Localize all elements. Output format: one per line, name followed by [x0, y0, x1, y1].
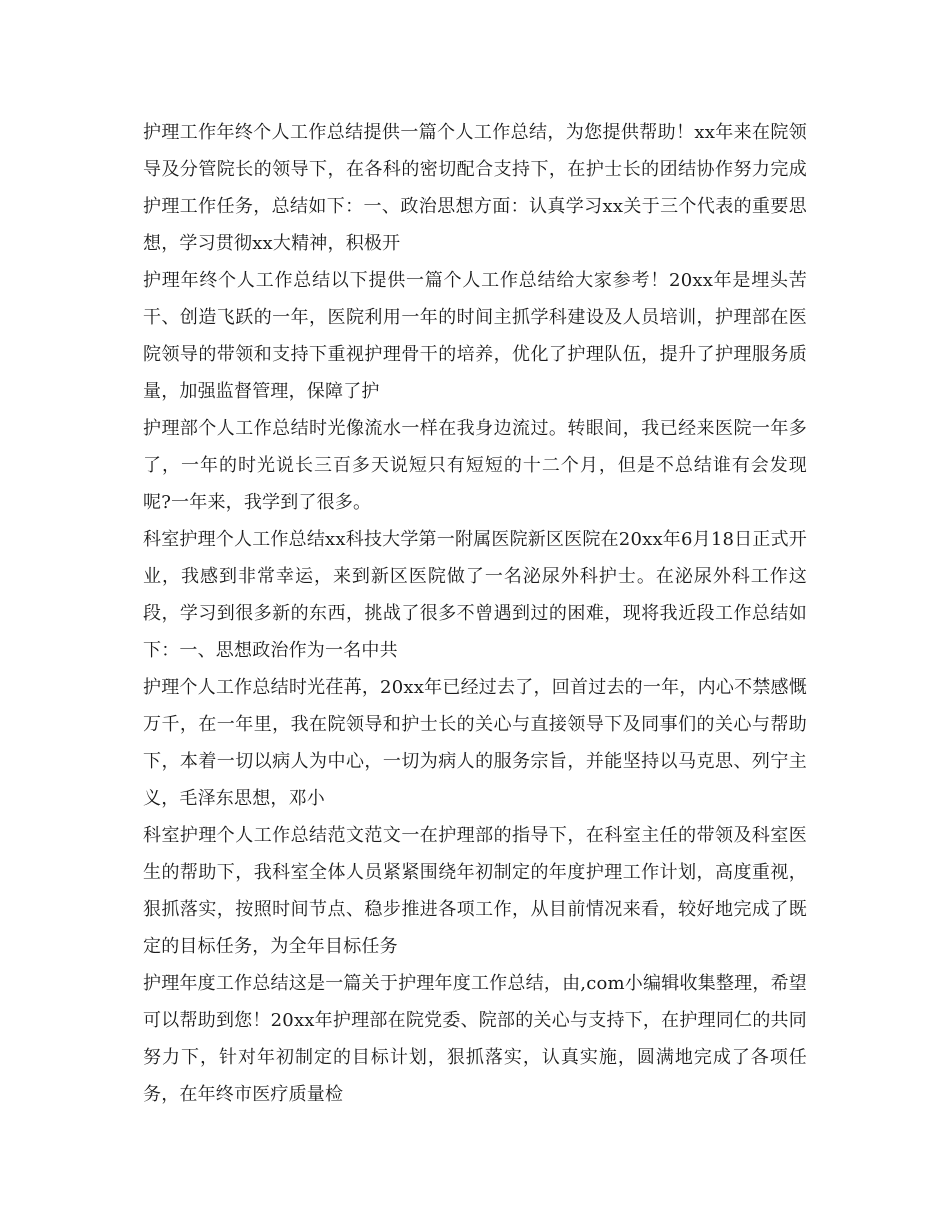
- document-body: [143, 114, 807, 1113]
- paragraph-7: 护理年度工作总结这是一篇关于护理年度工作总结，由,com小编辑收集整理，希望可以帮助到您！20xx年护理部在院党委、院部的关心与支持下，在护理同仁的共同努力下，针对年初制定的目标计划，狠抓落实，认真实施，圆满地完成了各项任务，在年终市医疗质量检: [143, 973, 807, 1105]
- paragraph-1: 护理工作年终个人工作总结提供一篇个人工作总结，为您提供帮助！xx年来在院领导及分管院长的领导下，在各科的密切配合支持下，在护士长的团结协作努力完成护理工作任务，总结如下：一、政治思想方面：认真学习xx关于三个代表的重要思想，学习贯彻xx大精神，积极开: [143, 122, 807, 254]
- paragraph-4: 科室护理个人工作总结xx科技大学第一附属医院新区医院在20xx年6月18日正式开业，我感到非常幸运，来到新区医院做了一名泌尿外科护士。在泌尿外科工作这段，学习到很多新的东西，挑战了很多不曾遇到过的困难，现将我近段工作总结如下：一、思想政治作为一名中共: [143, 529, 807, 661]
- paragraph-2: 护理年终个人工作总结以下提供一篇个人工作总结给大家参考！20xx年是埋头苦干、创造飞跃的一年，医院利用一年的时间主抓学科建设及人员培训，护理部在医院领导的带领和支持下重视护理骨干的培养，优化了护理队伍，提升了护理服务质量，加强监督管理，保障了护: [143, 270, 807, 402]
- paragraph-6: 科室护理个人工作总结范文范文一在护理部的指导下，在科室主任的带领及科室医生的帮助下，我科室全体人员紧紧围绕年初制定的年度护理工作计划，高度重视，狠抓落实，按照时间节点、稳步推进各项工作，从目前情况来看，较好地完成了既定的目标任务，为全年目标任务: [143, 825, 807, 957]
- paragraph-5: 护理个人工作总结时光荏苒，20xx年已经过去了，回首过去的一年，内心不禁感慨万千，在一年里，我在院领导和护士长的关心与直接领导下及同事们的关心与帮助下，本着一切以病人为中心，一切为病人的服务宗旨，并能坚持以马克思、列宁主义，毛泽东思想，邓小: [143, 677, 807, 809]
- paragraph-3: 护理部个人工作总结时光像流水一样在我身边流过。转眼间，我已经来医院一年多了，一年的时光说长三百多天说短只有短短的十二个月，但是不总结谁有会发现呢?一年来，我学到了很多。: [143, 418, 807, 513]
